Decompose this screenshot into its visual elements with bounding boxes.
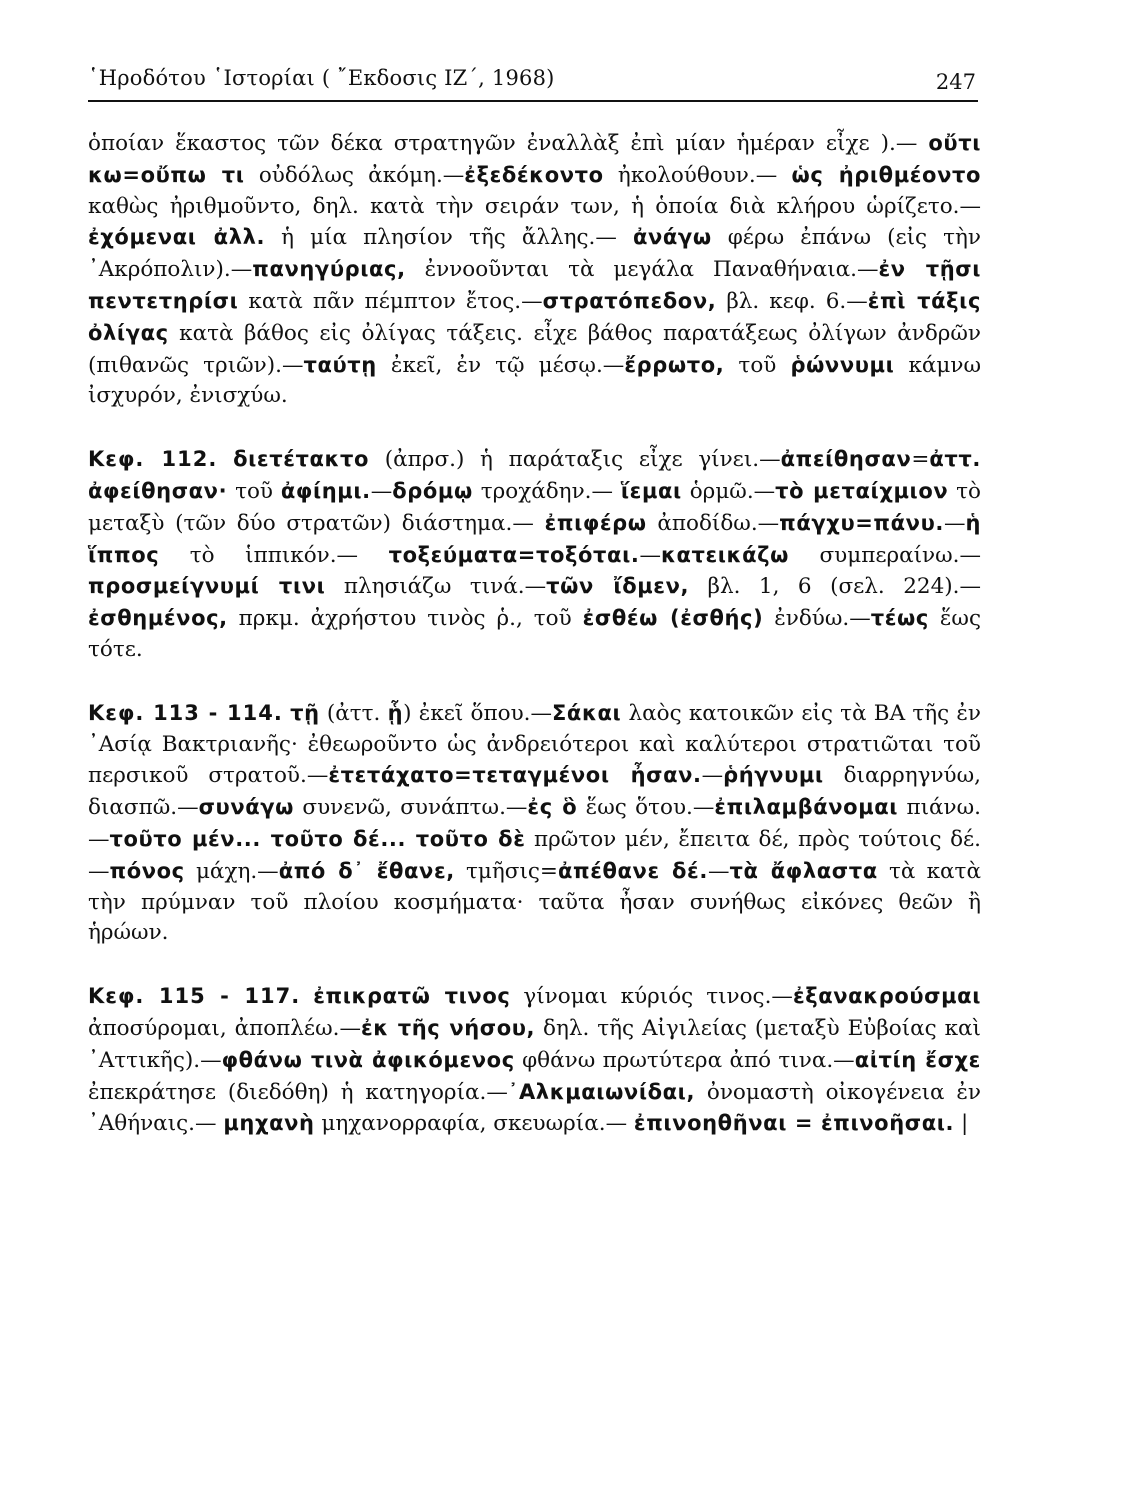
lemma: πόνος	[109, 858, 185, 883]
lemma: συνάγω	[198, 795, 295, 820]
gloss-text: οὐδόλως ἀκόμη.—	[244, 162, 465, 188]
gloss-text: βλ. κεφ. 6.—	[716, 288, 868, 314]
lemma: ἐξανακρούσμαι	[792, 984, 981, 1009]
gloss-text	[217, 447, 233, 472]
gloss-text: τὰ κατὰ τὴν πρύμναν τοῦ πλοίου κοσμήματα· ταῦτα ἦσαν συνήθως εἰκόνες θεῶν ἢ ἡρώων.	[88, 858, 988, 946]
paragraph-kef-113-114	[88, 698, 988, 949]
lemma: τέως	[870, 606, 929, 631]
gloss-text: τμῆσις=	[454, 858, 558, 884]
gloss-text: κάμνω ἰσχυρόν, ἐνισχύω.	[88, 352, 988, 409]
lemma: ἀπό δ᾽ ἔθανε,	[278, 858, 455, 883]
gloss-text: λαὸς κατοικῶν εἰς τὰ ΒΑ τῆς ἐν ᾿Ασίᾳ Βακτριανῆς· ἐθεωροῦντο ὡς ἀνδρειότεροι καὶ καλύτεροι στρατιῶται τοῦ περσικοῦ στρατοῦ.—	[88, 700, 988, 789]
gloss-text: ) ἐκεῖ ὅπου.—	[403, 700, 552, 726]
lemma: στρατόπεδον,	[542, 288, 717, 313]
chapter-heading: Κεφ. 115 - 117.	[88, 984, 301, 1009]
lemma: ἀπείθησαν	[780, 447, 912, 472]
lemma: προσμείγνυμί τινι	[88, 574, 326, 599]
lemma: δρόμῳ	[392, 478, 473, 503]
gloss-text: βλ. 1, 6 (σελ. 224).—	[689, 574, 981, 600]
lemma: ἀπέθανε δέ.	[557, 858, 708, 883]
gloss-text: ἀποσύρομαι, ἀποπλέω.—	[88, 984, 988, 1041]
gloss-text: καθὼς ἠριθμοῦντο, δηλ. κατὰ τὴν σειράν των, ἡ ὁποία διὰ κλήρου ὡρίζετο.—	[88, 162, 988, 219]
lemma: ὡς ἠριθμέοντο	[791, 162, 982, 187]
gloss-text: τὸ μεταξὺ (τῶν δύο στρατῶν) διάστημα.—	[88, 478, 988, 536]
lemma: πάγχυ=πάνυ.	[779, 510, 944, 535]
paragraph-kef-115-117	[88, 981, 988, 1140]
gloss-text: ἐνδύω.—	[763, 606, 871, 632]
lemma: μηχανὴ	[223, 1111, 315, 1136]
gloss-text: ἐννοοῦνται τὰ μεγάλα Παναθήναια.—	[405, 257, 879, 283]
gloss-text: —	[943, 510, 966, 536]
lemma: φθάνω τινὰ ἀφικόμενος	[221, 1047, 515, 1072]
gloss-text: μάχη.—	[184, 858, 279, 884]
gloss-text: τοῦ	[724, 352, 791, 378]
gloss-text: ἡ μία πλησίον τῆς ἄλλης.—	[265, 225, 633, 251]
lemma: ἐσθημένος,	[88, 606, 228, 631]
lemma: διετέτακτο	[233, 447, 370, 472]
gloss-text: —	[639, 542, 661, 568]
lemma: τοξεύματα=τοξόται.	[388, 542, 640, 567]
gloss-text: πρκμ. ἀχρήστου τινὸς ῥ., τοῦ	[227, 606, 583, 632]
lemma: ἐς ὃ	[527, 795, 578, 820]
lemma: ἡ ἵππος	[88, 510, 981, 567]
lemma: ἐξεδέκοντο	[464, 162, 604, 187]
lemma: ἀνάγω	[632, 225, 712, 250]
lemma: ἵεμαι	[620, 478, 682, 503]
lemma: ἐν τῇσι πεντετηρίσι	[88, 257, 981, 313]
lemma: ᾿Αλκμαιωνίδαι,	[507, 1079, 696, 1104]
gloss-text: —	[370, 478, 393, 504]
lemma: τὸ μεταίχμιον	[775, 478, 949, 503]
lemma: ἐκ τῆς νήσου,	[360, 1015, 536, 1040]
gloss-text: —	[701, 763, 724, 789]
gloss-text: συμπεραίνω.—	[788, 542, 981, 568]
gloss-text: κατὰ βάθος εἰς ὀλίγας τάξεις. εἶχε βάθος παρατάξεως ὀλίγων ἀνδρῶν (πιθανῶς τριῶν).—	[88, 320, 988, 378]
gloss-text: κατὰ πᾶν πέμπτον ἔτος.—	[238, 288, 543, 314]
lemma: τῇ	[290, 700, 320, 725]
lemma: πανηγύριας,	[252, 257, 406, 282]
lemma: ἔρρωτο,	[624, 352, 725, 377]
gloss-text: ὁρμῶ.—	[681, 478, 776, 504]
lemma: αἰτίη ἔσχε	[854, 1047, 981, 1072]
lemma: Σάκαι	[551, 700, 622, 725]
gloss-text: τὸ ἱππικόν.—	[159, 542, 389, 568]
lemma: τὰ ἄφλαστα	[729, 858, 878, 883]
gloss-text: μηχανορραφία, σκευωρία.—	[314, 1111, 634, 1137]
gloss-text: φθάνω πρωτύτερα ἀπό τινα.—	[514, 1047, 855, 1073]
gloss-text: γίνομαι κύριός τινος.—	[510, 984, 793, 1010]
lemma: ἀφίημι.	[280, 478, 371, 503]
lemma: ἐπὶ τάξις ὀλίγας	[88, 288, 981, 345]
gloss-text: (ἀττ.	[319, 700, 388, 726]
lemma: κατεικάζω	[660, 542, 789, 567]
gloss-text: (ἀπρσ.) ἡ παράταξις εἶχε γίνει.—	[369, 447, 781, 473]
gloss-text: ἕως ὅτου.—	[577, 795, 715, 821]
lemma: ἐπιλαμβάνομαι	[714, 795, 899, 820]
chapter-heading: Κεφ. 112.	[88, 447, 218, 472]
lemma: ἐπικρατῶ τινος	[313, 984, 511, 1009]
gloss-text	[283, 701, 290, 726]
gloss-text	[300, 984, 313, 1009]
chapter-heading: Κεφ. 113 - 114.	[88, 700, 283, 725]
lemma: ᾗ	[387, 700, 404, 725]
running-header	[88, 60, 978, 102]
gloss-text: τροχάδην.—	[472, 478, 621, 504]
gloss-text: δηλ. τῆς Αἰγιλείας (μεταξὺ Εὐβοίας καὶ ᾿Αττικῆς).—	[88, 1015, 988, 1073]
gloss-text: πρῶτον μέν, ἔπειτα δέ, πρὸς τούτοις δέ.—	[88, 826, 981, 884]
lemma: ἐπιφέρω	[544, 510, 647, 535]
paragraph-intro	[88, 128, 988, 412]
gloss-text: πλησιάζω τινά.—	[325, 574, 547, 600]
lemma: ἐπινοηθῆναι = ἐπινοῆσαι.	[633, 1111, 955, 1136]
lemma: ἀττ. ἀφείθησαν·	[88, 447, 981, 503]
gloss-text: πιάνω.—	[88, 795, 981, 852]
gloss-text: |	[954, 1111, 969, 1137]
lemma: ἐσθέω (ἐσθής)	[582, 606, 764, 631]
gloss-text: ὁποίαν ἕκαστος τῶν δέκα στρατηγῶν ἐναλλὰξ ἐπὶ μίαν ἡμέραν εἶχε ).—	[88, 131, 929, 156]
gloss-text: ἐκεῖ, ἐν τῷ μέσῳ.—	[376, 352, 625, 378]
gloss-text: τοῦ	[227, 478, 281, 504]
lemma: τῶν ἴδμεν,	[546, 574, 690, 599]
lemma: ῥήγνυμι	[723, 763, 824, 788]
gloss-text: =	[911, 447, 930, 473]
page-number: 247	[935, 70, 976, 94]
gloss-text: ἕως τότε.	[88, 606, 988, 662]
gloss-text: —	[707, 858, 730, 884]
lemma: τοῦτο μέν... τοῦτο δέ... τοῦτο δὲ	[109, 826, 526, 851]
paragraph-kef-112	[88, 444, 988, 666]
lemma: ἐχόμεναι ἀλλ.	[88, 225, 266, 250]
gloss-text: διαρρηγνύω, διασπῶ.—	[88, 763, 988, 821]
running-title: ῾Ηροδότου ῾Ιστορίαι ( ῎Εκδοσις ΙΖ΄, 1968)	[88, 66, 555, 90]
lemma: ἐτετάχατο=τεταγμένοι ἦσαν.	[328, 763, 702, 788]
gloss-text: ἀποδίδω.—	[646, 510, 780, 536]
lemma: ῥώννυμι	[790, 352, 895, 377]
lemma: ταύτῃ	[303, 352, 377, 377]
gloss-text: φέρω ἐπάνω (εἰς τὴν ᾿Ακρόπολιν).—	[88, 225, 988, 283]
gloss-text: ἠκολούθουν.—	[603, 162, 792, 188]
gloss-text: ὀνομαστὴ οἰκογένεια ἐν ᾿Αθήναις.—	[88, 1079, 988, 1137]
lemma: οὔτι κω=οὔπω τι	[88, 131, 981, 187]
commentary-text	[88, 128, 988, 1140]
gloss-text: συνενῶ, συνάπτω.—	[294, 795, 528, 821]
gloss-text: ἐπεκράτησε (διεδόθη) ἡ κατηγορία.—	[88, 1047, 988, 1105]
